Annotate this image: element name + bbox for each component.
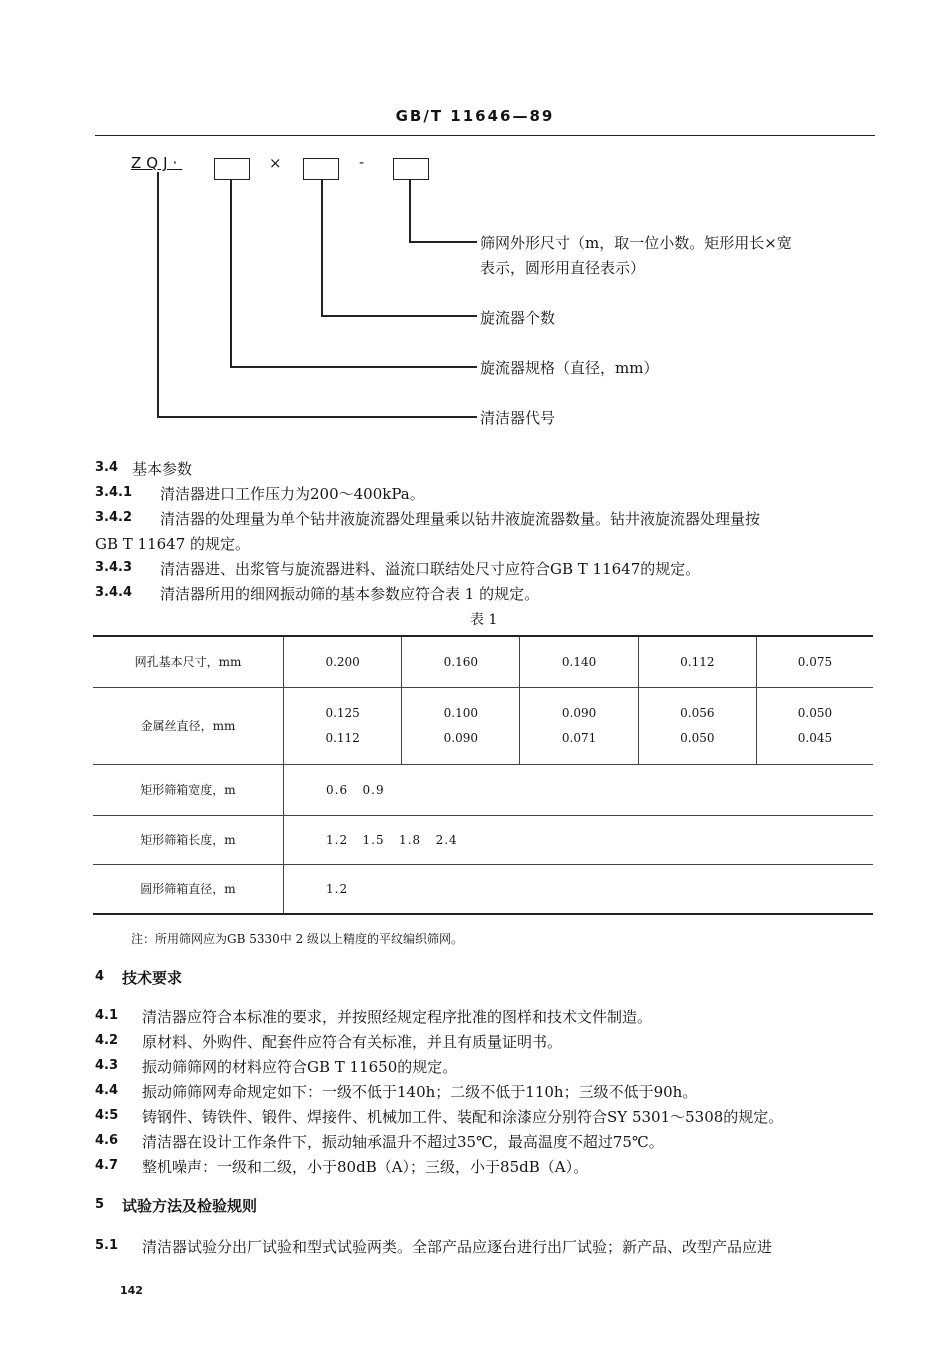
document-header: GB/T 11646—89 bbox=[395, 107, 555, 125]
item-text: 清洁器进、出浆管与旋流器进料、溢流口联结处尺寸应符合GB T 11647的规定。 bbox=[160, 560, 701, 578]
item-num: 4.7 bbox=[95, 1158, 119, 1173]
item-num: 4:5 bbox=[95, 1108, 119, 1123]
item-num: 4.6 bbox=[95, 1133, 119, 1148]
cell: 0.075 bbox=[756, 636, 873, 687]
diameter-box bbox=[214, 158, 250, 180]
cell: 1.2 bbox=[284, 864, 874, 914]
label-screen-size: 筛网外形尺寸（m，取一位小数。矩形用长×宽 bbox=[480, 234, 792, 252]
count-box bbox=[303, 158, 339, 180]
sec4-num: 4 bbox=[95, 969, 105, 984]
page-number: 142 bbox=[120, 1284, 143, 1297]
table-1 bbox=[93, 635, 873, 915]
table-note: 注：所用筛网应为GB 5330中 2 级以上精度的平纹编织筛网。 bbox=[131, 932, 464, 946]
table-row bbox=[93, 687, 873, 764]
item-text: 清洁器在设计工作条件下，振动轴承温升不超过35℃，最高温度不超过75℃。 bbox=[142, 1133, 664, 1151]
table-caption: 表 1 bbox=[470, 612, 498, 628]
label-cyclone-count: 旋流器个数 bbox=[480, 309, 556, 327]
cell: 0.050 0.045 bbox=[756, 687, 873, 764]
model-code: ZQJ· bbox=[131, 154, 183, 172]
item-text: 清洁器试验分出厂试验和型式试验两类。全部产品应逐台进行出厂试验；新产品、改型产品应进 bbox=[142, 1238, 773, 1256]
header-rule bbox=[95, 135, 875, 136]
cell: 0.6 0.9 bbox=[284, 764, 874, 815]
row-label: 网孔基本尺寸，mm bbox=[93, 636, 284, 687]
cell: 0.112 bbox=[638, 636, 756, 687]
table-row bbox=[93, 764, 873, 815]
item-num: 3.4.4 bbox=[95, 585, 133, 600]
item-num: 4.1 bbox=[95, 1008, 119, 1023]
item-text: 清洁器应符合本标准的要求，并按照经规定程序批准的图样和技术文件制造。 bbox=[142, 1008, 653, 1026]
item-text: 振动筛筛网的材料应符合GB T 11650的规定。 bbox=[142, 1058, 458, 1076]
row-label: 圆形筛箱直径，m bbox=[93, 864, 284, 914]
row-label: 金属丝直径，mm bbox=[93, 687, 284, 764]
sec5-title: 试验方法及检验规则 bbox=[122, 1197, 258, 1215]
item-text: 整机噪声：一级和二级，小于80dB（A）；三级，小于85dB（A）。 bbox=[142, 1158, 589, 1176]
item-text: 铸钢件、铸铁件、锻件、焊接件、机械加工件、装配和涂漆应分别符合SY 5301～5308的规定。 bbox=[142, 1108, 784, 1126]
sec5-num: 5 bbox=[95, 1197, 105, 1212]
table-row bbox=[93, 815, 873, 864]
row-label: 矩形筛箱长度，m bbox=[93, 815, 284, 864]
times-sign: × bbox=[269, 154, 282, 172]
cell: 1.2 1.5 1.8 2.4 bbox=[284, 815, 874, 864]
item-text: 清洁器所用的细网振动筛的基本参数应符合表 1 的规定。 bbox=[160, 585, 540, 603]
table-row bbox=[93, 636, 873, 687]
item-num: 3.4.2 bbox=[95, 510, 133, 525]
item-num: 5.1 bbox=[95, 1238, 119, 1253]
label-cleaner-code: 清洁器代号 bbox=[480, 409, 556, 427]
cell: 0.200 bbox=[284, 636, 402, 687]
item-text: 清洁器进口工作压力为200～400kPa。 bbox=[160, 485, 425, 503]
item-num: 3.4.1 bbox=[95, 485, 133, 500]
cell: 0.090 0.071 bbox=[520, 687, 638, 764]
item-num: 4.2 bbox=[95, 1033, 119, 1048]
cell: 0.100 0.090 bbox=[402, 687, 520, 764]
item-text: 清洁器的处理量为单个钻井液旋流器处理量乘以钻井液旋流器数量。钻井液旋流器处理量按 bbox=[160, 510, 761, 528]
label-cyclone-spec: 旋流器规格（直径，mm） bbox=[480, 359, 659, 377]
table-row bbox=[93, 864, 873, 914]
row-label: 矩形筛箱宽度，m bbox=[93, 764, 284, 815]
cell: 0.140 bbox=[520, 636, 638, 687]
dash-sign: - bbox=[359, 153, 365, 171]
sec34-num: 3.4 bbox=[95, 460, 119, 475]
item-text: 原材料、外购件、配套件应符合有关标准，并且有质量证明书。 bbox=[142, 1033, 563, 1051]
size-box bbox=[393, 158, 429, 180]
cell: 0.160 bbox=[402, 636, 520, 687]
sec4-title: 技术要求 bbox=[122, 969, 183, 987]
label-screen-size-cont: 表示，圆形用直径表示） bbox=[480, 259, 646, 277]
item-text-cont: GB T 11647 的规定。 bbox=[95, 535, 251, 553]
cell: 0.056 0.050 bbox=[638, 687, 756, 764]
item-num: 3.4.3 bbox=[95, 560, 133, 575]
item-num: 4.3 bbox=[95, 1058, 119, 1073]
item-text: 振动筛筛网寿命规定如下：一级不低于140h；二级不低于110h；三级不低于90h。 bbox=[142, 1083, 698, 1101]
cell: 0.125 0.112 bbox=[284, 687, 402, 764]
item-num: 4.4 bbox=[95, 1083, 119, 1098]
sec34-heading: 基本参数 bbox=[132, 460, 193, 478]
